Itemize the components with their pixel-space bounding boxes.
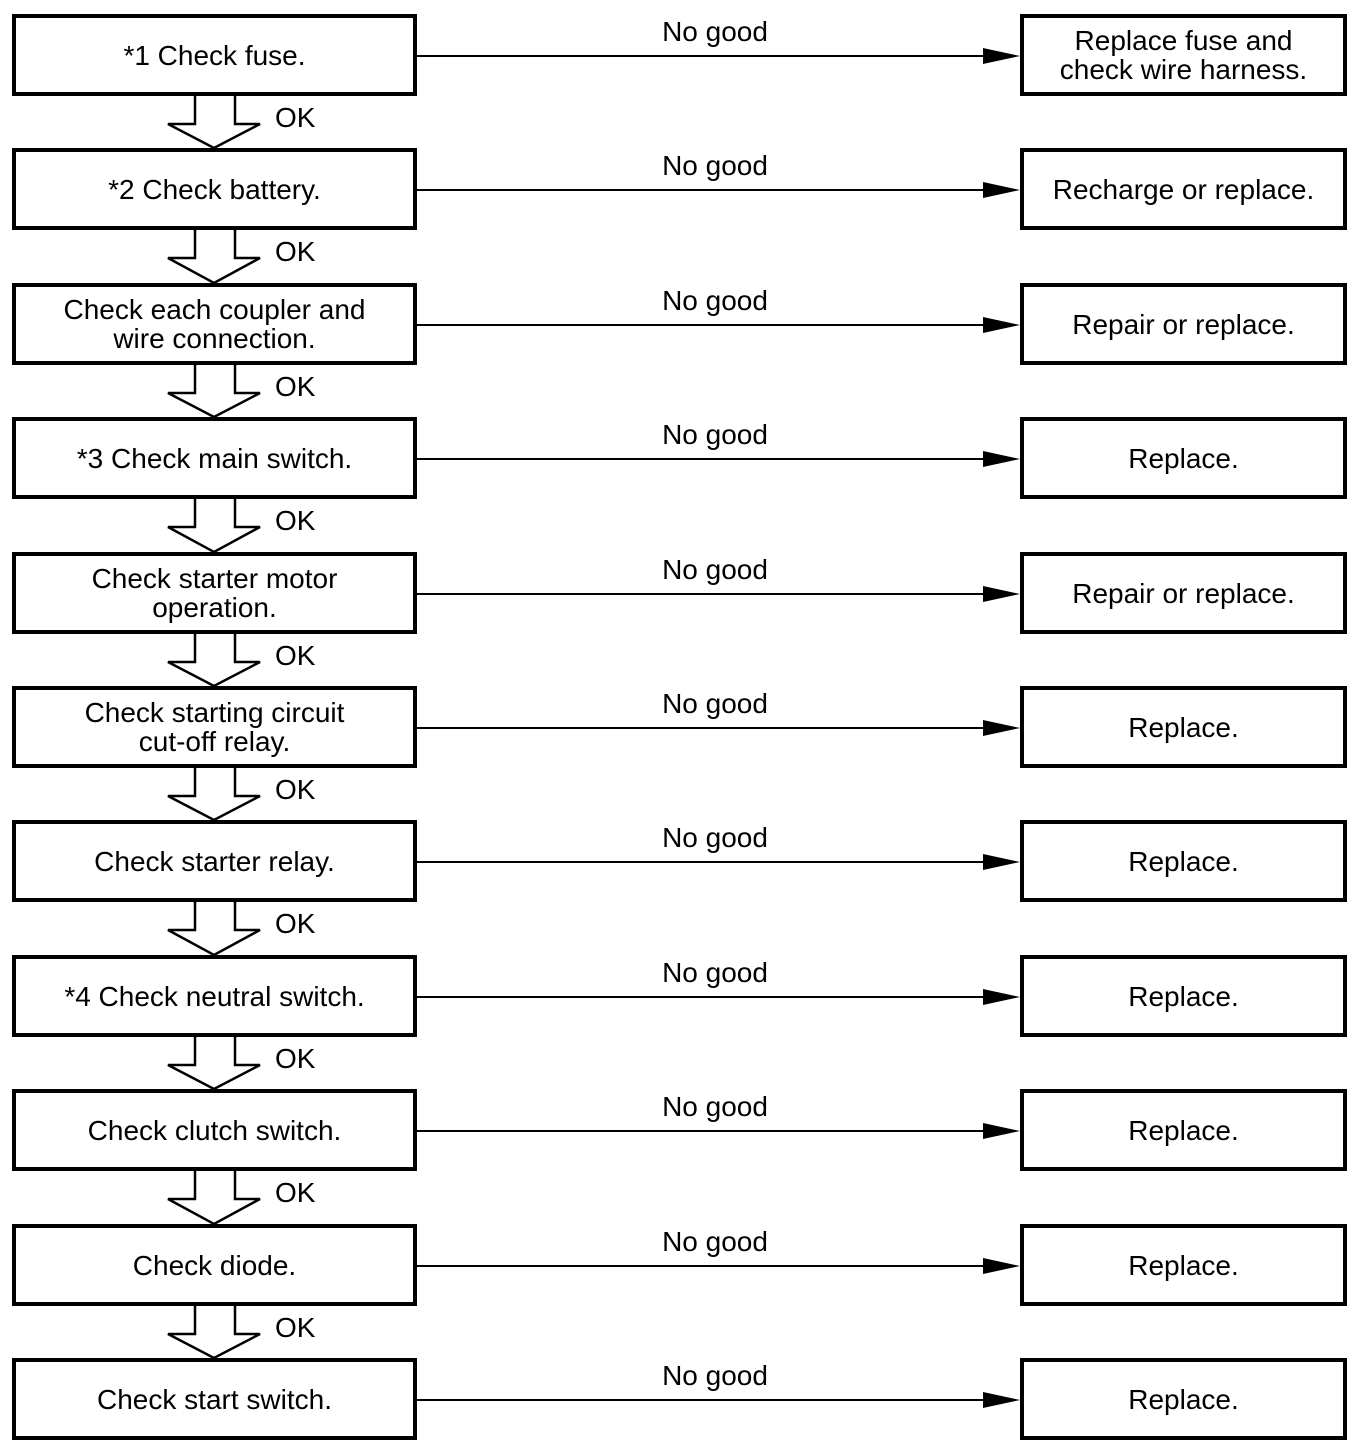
remedy-action-box: Recharge or replace. [1020, 148, 1347, 230]
no-good-label: No good [662, 957, 768, 988]
ok-label: OK [275, 102, 316, 133]
ok-label: OK [275, 640, 316, 671]
check-step-box: Check start switch. [12, 1358, 417, 1440]
ok-label: OK [275, 1043, 316, 1074]
no-good-arrowhead [983, 1123, 1020, 1139]
ok-down-arrow [168, 499, 260, 552]
remedy-action-box: Replace fuse and check wire harness. [1020, 14, 1347, 96]
ok-down-arrow [168, 1171, 260, 1224]
ok-label: OK [275, 371, 316, 402]
remedy-action-box: Repair or replace. [1020, 552, 1347, 634]
no-good-arrowhead [983, 182, 1020, 198]
no-good-arrowhead [983, 854, 1020, 870]
remedy-action-box: Replace. [1020, 686, 1347, 768]
no-good-arrowhead [983, 1392, 1020, 1408]
ok-down-arrow [168, 1037, 260, 1089]
ok-label: OK [275, 1312, 316, 1343]
check-step-box: Check starter motor operation. [12, 552, 417, 634]
no-good-label: No good [662, 1226, 768, 1257]
ok-label: OK [275, 505, 316, 536]
check-step-box: Check each coupler and wire connection. [12, 283, 417, 365]
ok-down-arrow [168, 902, 260, 955]
ok-down-arrow [168, 1306, 260, 1358]
no-good-label: No good [662, 16, 768, 47]
check-step-box: Check diode. [12, 1224, 417, 1306]
ok-label: OK [275, 236, 316, 267]
ok-down-arrow [168, 365, 260, 417]
no-good-label: No good [662, 1360, 768, 1391]
check-step-box: *3 Check main switch. [12, 417, 417, 499]
no-good-label: No good [662, 285, 768, 316]
check-step-box: Check starting circuit cut-off relay. [12, 686, 417, 768]
check-step-box: Check clutch switch. [12, 1089, 417, 1171]
no-good-label: No good [662, 1091, 768, 1122]
no-good-label: No good [662, 554, 768, 585]
check-step-box: *1 Check fuse. [12, 14, 417, 96]
no-good-arrowhead [983, 989, 1020, 1005]
remedy-action-box: Replace. [1020, 820, 1347, 902]
no-good-arrowhead [983, 1258, 1020, 1274]
check-step-box: *4 Check neutral switch. [12, 955, 417, 1037]
no-good-label: No good [662, 419, 768, 450]
no-good-arrowhead [983, 317, 1020, 333]
ok-label: OK [275, 1177, 316, 1208]
no-good-label: No good [662, 150, 768, 181]
no-good-arrowhead [983, 586, 1020, 602]
no-good-arrowhead [983, 720, 1020, 736]
no-good-label: No good [662, 688, 768, 719]
no-good-arrowhead [983, 48, 1020, 64]
remedy-action-box: Replace. [1020, 1224, 1347, 1306]
check-step-box: *2 Check battery. [12, 148, 417, 230]
ok-down-arrow [168, 230, 260, 283]
ok-label: OK [275, 774, 316, 805]
ok-down-arrow [168, 634, 260, 686]
no-good-label: No good [662, 822, 768, 853]
ok-label: OK [275, 908, 316, 939]
remedy-action-box: Replace. [1020, 1089, 1347, 1171]
check-step-box: Check starter relay. [12, 820, 417, 902]
remedy-action-box: Repair or replace. [1020, 283, 1347, 365]
ok-down-arrow [168, 96, 260, 148]
remedy-action-box: Replace. [1020, 1358, 1347, 1440]
remedy-action-box: Replace. [1020, 955, 1347, 1037]
no-good-arrowhead [983, 451, 1020, 467]
remedy-action-box: Replace. [1020, 417, 1347, 499]
ok-down-arrow [168, 768, 260, 820]
